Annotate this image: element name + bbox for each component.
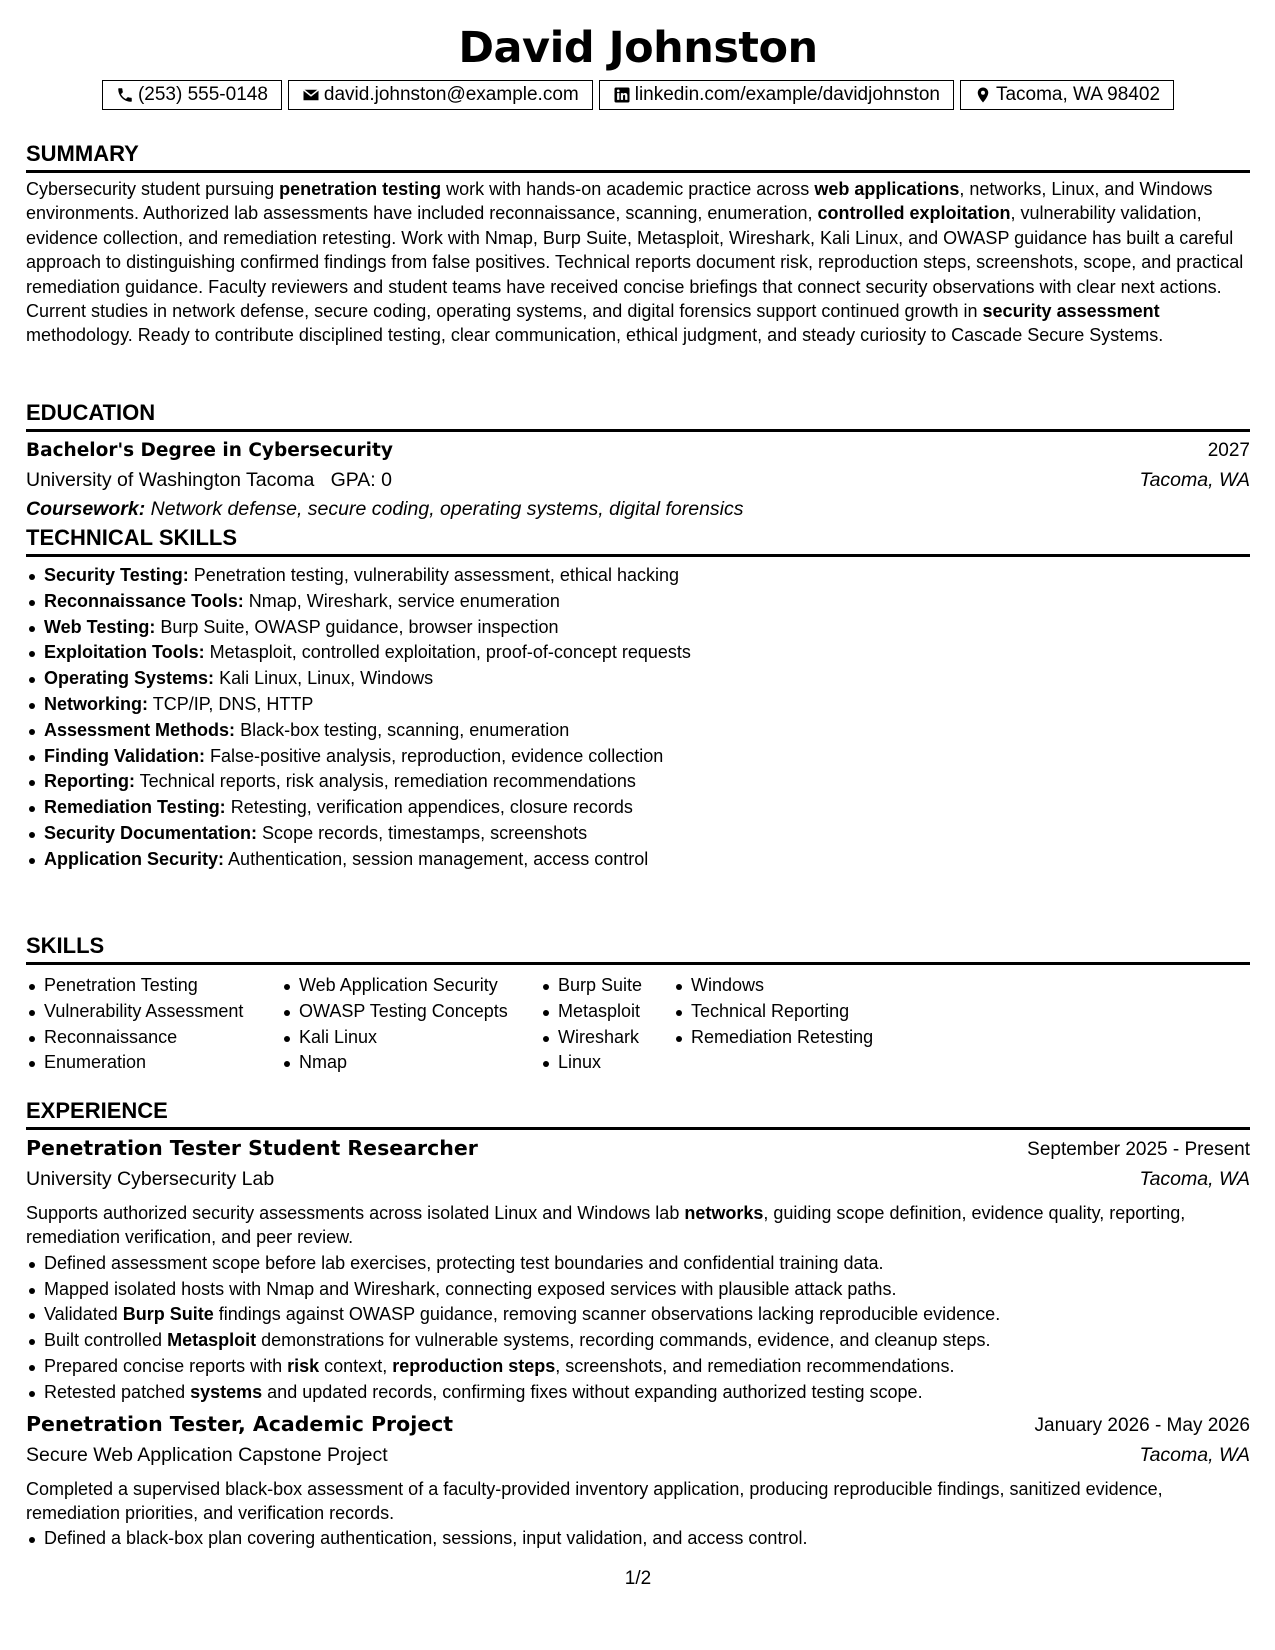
list-item: Defined assessment scope before lab exercises, protecting test boundaries and confidential training data. [26, 1251, 1250, 1277]
job-2-location: Tacoma, WA [1139, 1443, 1250, 1466]
contact-bar [26, 80, 1250, 110]
technical-skills-heading: TECHNICAL SKILLS [26, 524, 1250, 557]
list-item: Reconnaissance Tools: Nmap, Wireshark, service enumeration [26, 589, 1250, 615]
email-chip[interactable] [288, 80, 593, 110]
email-text: david.johnston@example.com [323, 84, 579, 105]
list-item: Web Testing: Burp Suite, OWASP guidance, browser inspection [26, 615, 1250, 641]
list-item: Remediation Testing: Retesting, verification appendices, closure records [26, 795, 1250, 821]
school-name: University of Washington Tacoma [26, 469, 315, 491]
linkedin-icon [613, 86, 631, 104]
job-1-org: University Cybersecurity Lab [26, 1168, 275, 1190]
phone-text: (253) 555-0148 [137, 84, 268, 105]
list-item: Technical Reporting [673, 999, 933, 1025]
list-item: Mapped isolated hosts with Nmap and Wireshark, connecting exposed services with plausible attack paths. [26, 1277, 1250, 1303]
list-item: Application Security: Authentication, session management, access control [26, 847, 1250, 873]
location-chip [960, 80, 1174, 110]
list-item: Reconnaissance [26, 1025, 281, 1051]
skills-column-1 [26, 973, 281, 1076]
list-item: Enumeration [26, 1050, 281, 1076]
list-item: Retested patched systems and updated records, confirming fixes without expanding authorized testing scope. [26, 1380, 1250, 1406]
job-1-bullets [26, 1251, 1250, 1406]
linkedin-text: linkedin.com/example/davidjohnston [634, 84, 940, 105]
skills-column-4 [673, 973, 933, 1076]
list-item: Security Documentation: Scope records, timestamps, screenshots [26, 821, 1250, 847]
coursework: Coursework: Network defense, secure coding, operating systems, digital forensics [26, 498, 744, 520]
job-2-header [26, 1412, 1250, 1444]
education-heading: EDUCATION [26, 399, 1250, 432]
experience-heading: EXPERIENCE [26, 1097, 1250, 1130]
skills-section [26, 932, 1250, 1076]
education-section [26, 399, 1250, 527]
phone-icon [116, 86, 134, 104]
skills-columns [26, 973, 1250, 1076]
list-item: Nmap [281, 1050, 540, 1076]
summary-section [26, 140, 1250, 348]
envelope-icon [302, 86, 320, 104]
list-item: Built controlled Metasploit demonstrations for vulnerable systems, recording commands, evidence, and cleanup steps. [26, 1328, 1250, 1354]
job-1-title: Penetration Tester Student Researcher [26, 1136, 478, 1160]
list-item: Prepared concise reports with risk context, reproduction steps, screenshots, and remediation recommendations. [26, 1354, 1250, 1380]
skills-heading: SKILLS [26, 932, 1250, 965]
list-item: Exploitation Tools: Metasploit, controlled exploitation, proof-of-concept requests [26, 640, 1250, 666]
graduation-year: 2027 [1207, 440, 1250, 461]
job-2-bullets [26, 1526, 1250, 1552]
job-2-title: Penetration Tester, Academic Project [26, 1411, 454, 1436]
skills-column-3 [540, 973, 673, 1076]
list-item: Reporting: Technical reports, risk analysis, remediation recommendations [26, 769, 1250, 795]
list-item: Metasploit [540, 999, 673, 1025]
job-1-location: Tacoma, WA [1139, 1168, 1250, 1190]
list-item: Vulnerability Assessment [26, 999, 281, 1025]
list-item: OWASP Testing Concepts [281, 999, 540, 1025]
job-2-org: Secure Web Application Capstone Project [26, 1443, 388, 1466]
job-1-dates: September 2025 - Present [1027, 1139, 1250, 1160]
job-1-header [26, 1136, 1250, 1168]
list-item: Finding Validation: False-positive analysis, reproduction, evidence collection [26, 744, 1250, 770]
technical-skills-list [26, 563, 1250, 873]
phone-chip[interactable] [102, 80, 282, 110]
degree-title: Bachelor's Degree in Cybersecurity [26, 440, 393, 461]
list-item: Linux [540, 1050, 673, 1076]
summary-heading: SUMMARY [26, 140, 1250, 173]
technical-skills-section [26, 524, 1250, 873]
gpa: GPA: 0 [330, 469, 392, 491]
list-item: Penetration Testing [26, 973, 281, 999]
list-item: Web Application Security [281, 973, 540, 999]
summary-text: Cybersecurity student pursuing penetration testing work with hands-on academic practice across web applications, networks, Linux, and Windows environments. Authorized lab assessments have included reconnaissance, scanning, enumeration, controlled exploitation, vulnerability validation, evidence collection, and remediation retesting. Work with Nmap, Burp Suite, Metasploit, Wireshark, Kali Linux, and OWASP guidance has built a careful approach to distinguishing confirmed findings from false positives. Technical reports document risk, reproduction steps, screenshots, scope, and practical remediation guidance. Faculty reviewers and student teams have received concise briefings that connect security observations with clear next actions. Current studies in network defense, secure coding, operating systems, and digital forensics support continued growth in security assessment methodology. Ready to contribute disciplined testing, clear communication, ethical judgment, and steady curiosity to Cascade Secure Systems. [26, 179, 1244, 346]
list-item: Assessment Methods: Black-box testing, scanning, enumeration [26, 718, 1250, 744]
list-item: Kali Linux [281, 1025, 540, 1051]
list-item: Security Testing: Penetration testing, vulnerability assessment, ethical hacking [26, 563, 1250, 589]
resume-page [26, 0, 1250, 1650]
job-1-description: Supports authorized security assessments across isolated Linux and Windows lab networks, guiding scope definition, evidence quality, reporting, remediation verification, and peer review. [26, 1203, 1186, 1248]
list-item: Validated Burp Suite findings against OWASP guidance, removing scanner observations lacking reproducible evidence. [26, 1302, 1250, 1328]
list-item: Defined a black-box plan covering authentication, sessions, input validation, and access control. [26, 1526, 1250, 1552]
list-item: Windows [673, 973, 933, 999]
location-text: Tacoma, WA 98402 [995, 84, 1161, 105]
candidate-name: David Johnston [458, 23, 818, 73]
list-item: Wireshark [540, 1025, 673, 1051]
skills-column-2 [281, 973, 540, 1076]
school-line [26, 469, 392, 492]
list-item: Operating Systems: Kali Linux, Linux, Windows [26, 666, 1250, 692]
job-2-description: Completed a supervised black-box assessment of a faculty-provided inventory application, producing reproducible findings, sanitized evidence, remediation priorities, and verification records. [26, 1478, 1163, 1523]
experience-section [26, 1097, 1250, 1552]
map-pin-icon [974, 86, 992, 104]
school-location: Tacoma, WA [1139, 469, 1250, 491]
page-number: 1/2 [624, 1568, 652, 1589]
list-item: Networking: TCP/IP, DNS, HTTP [26, 692, 1250, 718]
list-item: Burp Suite [540, 973, 673, 999]
linkedin-chip[interactable] [599, 80, 954, 110]
list-item: Remediation Retesting [673, 1025, 933, 1051]
job-2-dates: January 2026 - May 2026 [1034, 1414, 1250, 1436]
